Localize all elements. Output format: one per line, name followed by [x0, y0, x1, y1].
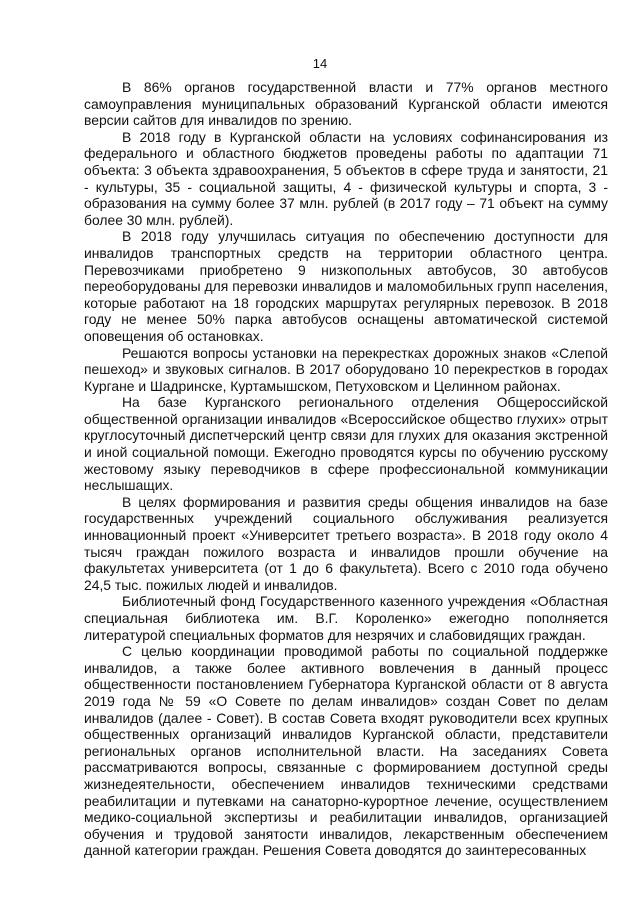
- paragraph-deaf-society: На базе Курганского регионального отделения Общероссийской общественной организации инвалидов «Всероссийское общество глухих» отрыт круглосуточный диспетчерский центр связи для глухих для оказания экстренной и иной социальной помощи. Ежегодно проводятся курсы по обучению русскому жестовому языку переводчиков в сфере профессиональной коммуникации неслышащих.: [84, 394, 608, 494]
- paragraph-council-disabilities: С целью координации проводимой работы по социальной поддержке инвалидов, а также более активного вовлечения в данный процесс общественности постановлением Губернатора Курганской области от 8 августа 2019 года № 59 «О Совете по делам инвалидов» создан Совет по делам инвалидов (далее - Совет). В состав Совета входят руководители всех крупных общественных организаций инвалидов Курганской области, представители региональных органов исполнительной власти. На заседаниях Совета рассматриваются вопросы, связанные с формированием доступной среды жизнедеятельности, обеспечением инвалидов техническими средствами реабилитации и путевками на санаторно-курортное лечение, осуществлением медико-социальной экспертизы и реабилитации инвалидов, организацией обучения и трудовой занятости инвалидов, лекарственным обеспечением данной категории граждан. Решения Совета доводятся до заинтересованных: [84, 643, 608, 859]
- page-number: 14: [312, 56, 328, 71]
- paragraph-transport-accessibility: В 2018 году улучшилась ситуация по обеспечению доступности для инвалидов транспортных средств на территории областного центра. Перевозчиками приобретено 9 низкопольных автобусов, 30 автобусов переоборудованы для перевозки инвалидов и маломобильных групп населения, которые работают на 18 городских маршрутах регулярных перевозок. В 2018 году не менее 50% парка автобусов оснащены автоматической системой оповещения об остановках.: [84, 228, 608, 344]
- document-body: [84, 79, 608, 859]
- paragraph-third-age-university: В целях формирования и развития среды общения инвалидов на базе государственных учреждений социального обслуживания реализуется инновационный проект «Университет третьего возраста». В 2018 году около 4 тысяч граждан пожилого возраста и инвалидов прошли обучение на факультетах университета (от 1 до 6 факультета). Всего с 2010 года обучено 24,5 тыс. пожилых людей и инвалидов.: [84, 493, 608, 593]
- paragraph-library-fund: Библиотечный фонд Государственного казенного учреждения «Областная специальная библиотека им. В.Г. Короленко» ежегодно пополняется литературой специальных форматов для незрячих и слабовидящих граждан.: [84, 593, 608, 643]
- paragraph-road-signs: Решаются вопросы установки на перекрестках дорожных знаков «Слепой пешеход» и звуковых сигналов. В 2017 оборудовано 10 перекрестков в городах Кургане и Шадринске, Куртамышском, Петуховском и Целинном районах.: [84, 344, 608, 394]
- paragraph-object-adaptation: В 2018 году в Курганской области на условиях софинансирования из федерального и областного бюджетов проведены работы по адаптации 71 объекта: 3 объекта здравоохранения, 5 объектов в сфере труда и занятости, 21 - культуры, 35 - социальной защиты, 4 - физической культуры и спорта, 3 - образования на сумму более 37 млн. рублей (в 2017 году – 71 объект на сумму более 30 млн. рублей).: [84, 128, 608, 228]
- paragraph-websites-visually-impaired: В 86% органов государственной власти и 77% органов местного самоуправления муниципальных образований Курганской области имеются версии сайтов для инвалидов по зрению.: [84, 79, 608, 129]
